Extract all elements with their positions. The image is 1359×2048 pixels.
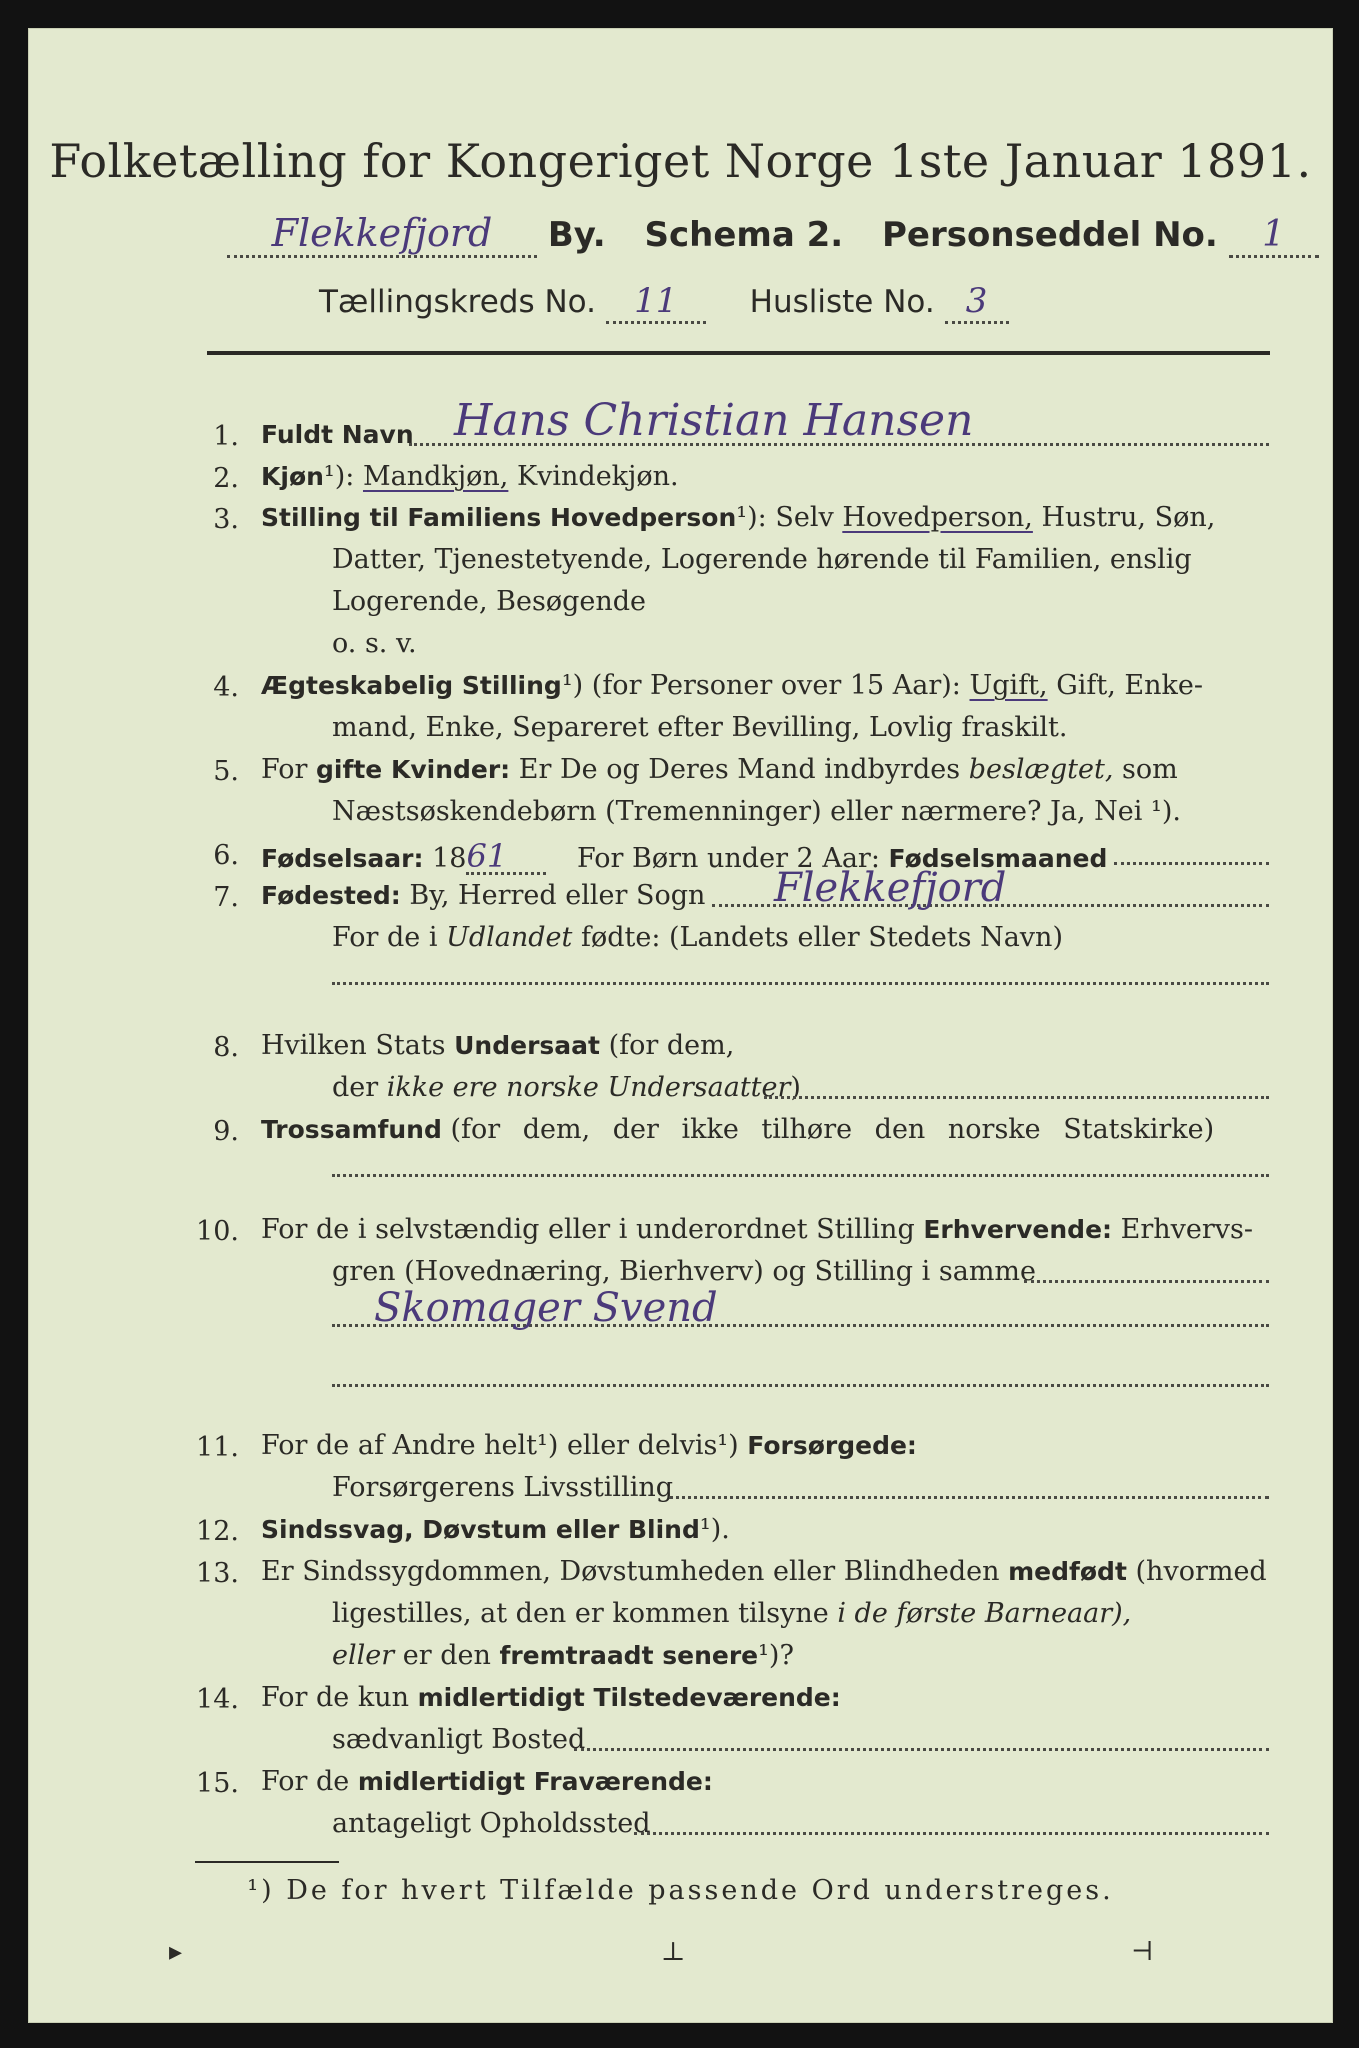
family-position-label: Stilling til Familiens Hovedperson [261,503,737,532]
item-sex: Kjøn¹): Mandkjøn, Kvindekjøn. [261,461,679,492]
header-rule [207,351,1270,355]
kreds-number: 11 [634,281,678,321]
temporary-absent-line-2: antageligt Opholdssted [332,1808,651,1839]
occupation-extra-line [332,1384,1269,1387]
married-women-line-2: Næstsøskendebørn (Tremenninger) eller nærmere? Ja, Nei ¹). [332,796,1181,827]
registration-mark-center: ⊥ [661,1937,686,1967]
dependents-line-2: Forsørgerens Livsstilling [332,1472,674,1503]
item-full-name [261,421,414,448]
item-temporary-absent: For de midlertidigt Fraværende: [261,1766,713,1797]
husliste-label: Husliste No. [749,284,935,320]
occupation-answer: Skomager Svend [374,1285,718,1331]
census-form [28,28,1333,2023]
header-line-1 [227,211,1319,258]
birthplace-label: Fødested: [261,881,401,910]
item-number: 1. [213,421,239,452]
sex-option-female: Kvindekjøn. [516,461,679,492]
full-name-answer: Hans Christian Hansen [454,395,974,446]
item-number: 10. [196,1216,239,1247]
item-number: 2. [213,463,239,494]
item-temporary-present: For de kun midlertidigt Tilstedeværende: [261,1682,841,1713]
kreds-label: Tællingskreds No. [319,284,596,320]
sex-label: Kjøn [261,462,324,491]
temporary-present-line-2: sædvanligt Bosted [332,1724,586,1755]
citizenship-line-2: der ikke ere norske Undersaatter) [332,1072,801,1103]
religion-answer-line [332,1174,1269,1177]
item-number: 14. [196,1684,239,1715]
footnote-rule [195,1861,339,1863]
item-congenital: Er Sindssygdommen, Døvstumheden eller Blindheden medfødt (hvormed [261,1556,1267,1587]
item-birth-year: Fødselsaar: 1861 For Børn under 2 Aar: Fødselsmaaned [261,837,1108,875]
item-number: 4. [213,672,239,703]
citizenship-label: Undersaat [454,1031,600,1060]
foreign-birthplace-line [332,982,1269,985]
dependents-answer-line [669,1496,1269,1499]
stay-place-line [634,1832,1269,1835]
occupation-label: Erhvervende: [923,1215,1113,1244]
birth-month-label: Fødselsmaaned [888,844,1108,873]
marital-status-line-2: mand, Enke, Separeret efter Bevilling, Lovlig fraskilt. [332,712,1068,743]
temporary-absent-label: midlertidigt Fraværende: [357,1767,713,1796]
personseddel-label: Personseddel No. [882,215,1218,255]
family-position-line-4: o. s. v. [332,628,417,659]
birthplace-line-2: For de i Udlandet fødte: (Landets eller Stedets Navn) [332,922,1063,953]
item-number: 7. [213,882,239,913]
husliste-number: 3 [965,281,988,321]
item-number: 3. [213,504,239,535]
item-number: 9. [213,1116,239,1147]
married-women-label: gifte Kvinder: [316,755,511,784]
item-number: 5. [213,756,239,787]
occupation-line-2-dots [1024,1280,1269,1283]
birth-month-line [1114,862,1269,865]
full-name-label: Fuldt Navn [261,420,414,449]
congenital-line-3: eller er den fremtraadt senere¹)? [332,1640,794,1671]
birth-year-label: Fødselsaar: [261,844,424,873]
citizenship-answer-line [764,1096,1269,1099]
occupation-line-2: gren (Hovednæring, Bierhverv) og Stilling i samme [332,1256,1037,1287]
item-number: 13. [196,1558,239,1589]
item-birthplace: Fødested: By, Herred eller Sogn [261,880,706,911]
dependents-label: Forsørgede: [747,1431,917,1460]
personseddel-number: 1 [1262,214,1286,255]
usual-residence-line [574,1748,1269,1751]
item-number: 15. [196,1768,239,1799]
footnote: ¹) De for hvert Tilfælde passende Ord understreges. [247,1875,1114,1906]
item-number: 6. [213,840,239,871]
marital-status-label: Ægteskabelig Stilling [261,671,562,700]
disability-label: Sindssvag, Døvstum eller Blind [261,1515,700,1544]
registration-mark-right: ⊣ [1131,1937,1154,1967]
item-religion: Trossamfund (for dem, der ikke tilhøre den norske Statskirke) [261,1114,1215,1145]
item-dependents: For de af Andre helt¹) eller delvis¹) Forsørgede: [261,1430,917,1461]
birthplace-answer: Flekkefjord [774,865,1007,911]
item-number: 12. [196,1516,239,1547]
sex-option-male: Mandkjøn, [362,461,509,492]
item-number: 8. [213,1032,239,1063]
form-title: Folketælling for Kongeriget Norge 1ste Januar 1891. [49,134,1312,188]
registration-mark-left: ▸ [169,1937,183,1967]
item-family-position: Stilling til Familiens Hovedperson¹): Selv Hovedperson, Hustru, Søn, [261,502,1216,533]
item-number: 11. [196,1432,239,1463]
marital-status-selected: Ugift, [969,670,1048,701]
family-position-line-2: Datter, Tjenestetyende, Logerende hørende til Familien, enslig [332,544,1192,575]
temporary-present-label: midlertidigt Tilstedeværende: [417,1683,841,1712]
item-citizenship: Hvilken Stats Undersaat (for dem, [261,1030,735,1061]
item-disability: Sindssvag, Døvstum eller Blind¹). [261,1514,730,1545]
schema-label: Schema 2. [644,215,844,255]
by-label: By. [547,215,606,255]
family-position-selected: Hovedperson, [842,502,1033,533]
header-line-2 [319,281,1009,324]
item-occupation: For de i selvstændig eller i underordnet Stilling Erhvervende: Erhvervs- [261,1214,1254,1245]
birth-year-answer: 61 [466,837,508,875]
item-marital-status: Ægteskabelig Stilling¹) (for Personer over 15 Aar): Ugift, Gift, Enke- [261,670,1203,701]
religion-label: Trossamfund [261,1115,442,1144]
town-name: Flekkefjord [271,211,493,255]
congenital-line-2: ligestilles, at den er kommen tilsyne i de første Barneaar), [332,1598,1132,1629]
item-married-women: For gifte Kvinder: Er De og Deres Mand indbyrdes beslægtet, som [261,754,1178,785]
congenital-label: medfødt [1008,1557,1127,1586]
family-position-line-3: Logerende, Besøgende [332,586,646,617]
